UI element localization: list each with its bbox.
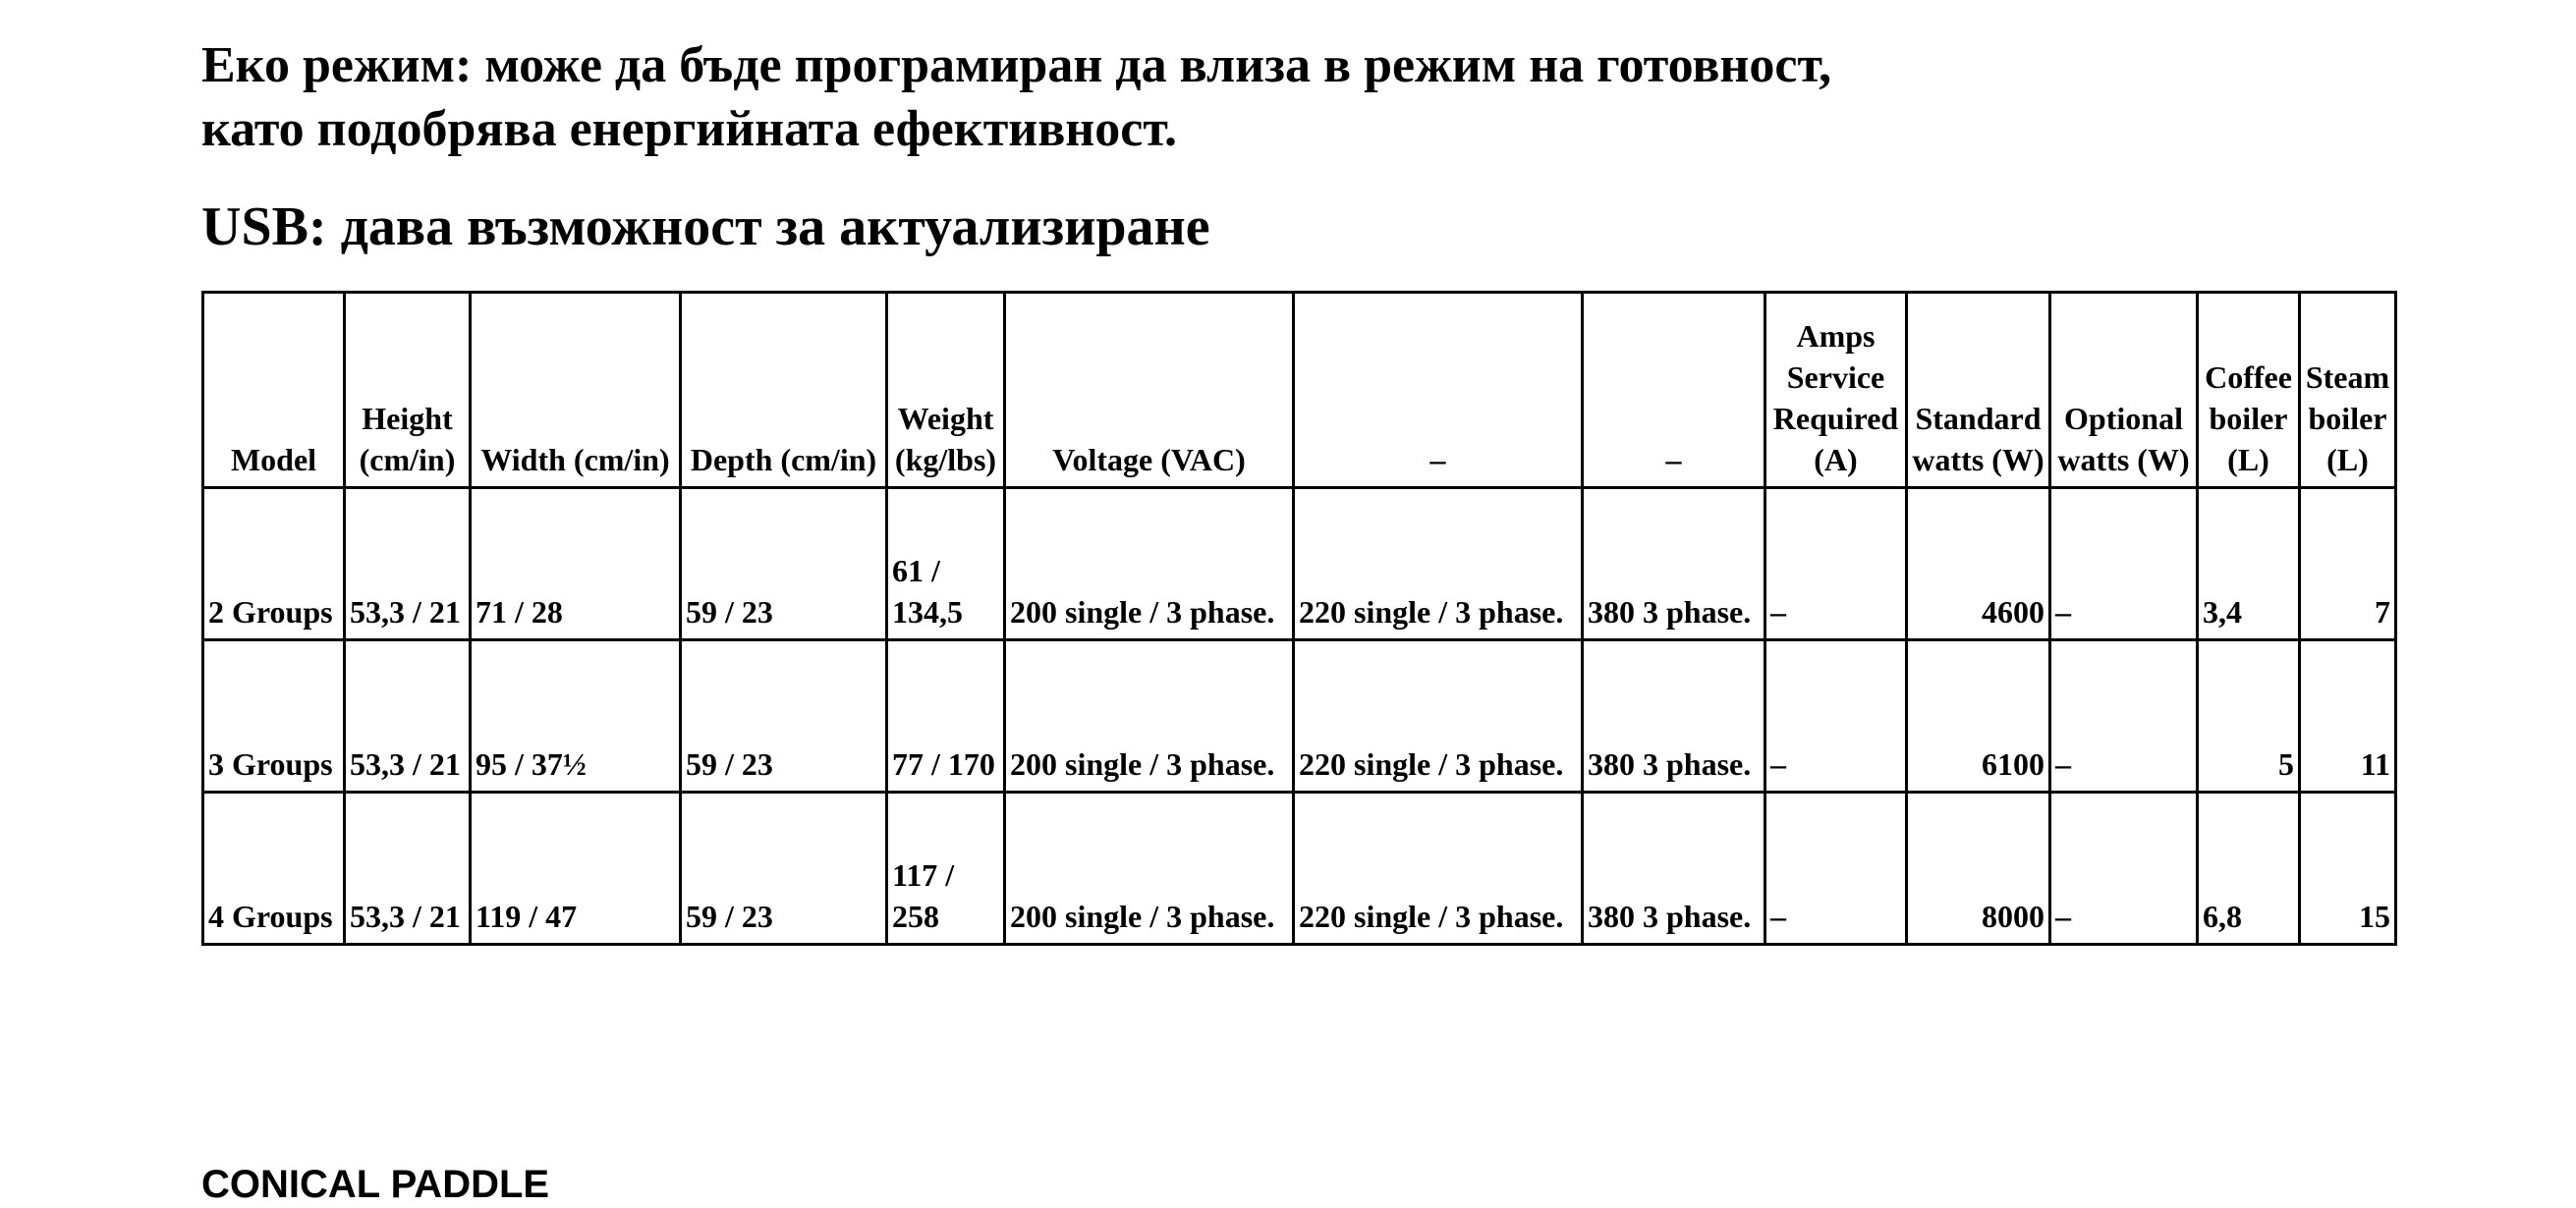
usb-feature-text: USB: дава възможност за актуализиране [201, 196, 1210, 257]
cell-model: 3 Groups [203, 640, 345, 793]
cell-voltage-3: 380 3 phase. [1583, 640, 1765, 793]
cell-depth: 59 / 23 [681, 488, 887, 640]
cell-width: 71 / 28 [471, 488, 681, 640]
specifications-table [201, 291, 2397, 946]
header-optional-watts: Optional watts (W) [2050, 293, 2198, 488]
cell-voltage-2: 220 single / 3 phase. [1294, 640, 1583, 793]
cell-optional-watts: – [2050, 488, 2198, 640]
header-width: Width (cm/in) [471, 293, 681, 488]
cell-coffee-boiler: 3,4 [2198, 488, 2300, 640]
cell-height: 53,3 / 21 [345, 640, 471, 793]
header-voltage-2: – [1294, 293, 1583, 488]
cell-weight: 117 / 258 [887, 793, 1005, 945]
cell-model: 4 Groups [203, 793, 345, 945]
cell-depth: 59 / 23 [681, 793, 887, 945]
cell-voltage-1: 200 single / 3 phase. [1005, 488, 1294, 640]
cell-voltage-3: 380 3 phase. [1583, 793, 1765, 945]
cell-steam-boiler: 7 [2300, 488, 2396, 640]
cell-height: 53,3 / 21 [345, 793, 471, 945]
cell-voltage-2: 220 single / 3 phase. [1294, 488, 1583, 640]
header-steam-boiler: Steam boiler (L) [2300, 293, 2396, 488]
header-depth: Depth (cm/in) [681, 293, 887, 488]
cell-width: 119 / 47 [471, 793, 681, 945]
cell-standard-watts: 4600 [1907, 488, 2050, 640]
header-standard-watts: Standard watts (W) [1907, 293, 2050, 488]
header-voltage: Voltage (VAC) [1005, 293, 1294, 488]
header-model: Model [203, 293, 345, 488]
header-amps: Amps Service Required (A) [1765, 293, 1907, 488]
header-coffee-boiler: Coffee boiler (L) [2198, 293, 2300, 488]
table-row [203, 488, 2396, 640]
cell-model: 2 Groups [203, 488, 345, 640]
cell-amps: – [1765, 793, 1907, 945]
header-weight: Weight (kg/lbs) [887, 293, 1005, 488]
table-row [203, 793, 2396, 945]
eco-mode-text-line-1: Еко режим: може да бъде програмиран да влиза в режим на готовност, [201, 37, 1832, 93]
header-height: Height (cm/in) [345, 293, 471, 488]
cell-weight: 77 / 170 [887, 640, 1005, 793]
cell-standard-watts: 8000 [1907, 793, 2050, 945]
table-row [203, 640, 2396, 793]
cell-voltage-3: 380 3 phase. [1583, 488, 1765, 640]
eco-mode-text-line-2: като подобрява енергийната ефективност. [201, 101, 1177, 157]
cell-standard-watts: 6100 [1907, 640, 2050, 793]
cell-voltage-1: 200 single / 3 phase. [1005, 640, 1294, 793]
cell-optional-watts: – [2050, 793, 2198, 945]
section-heading-conical-paddle: CONICAL PADDLE [201, 1163, 550, 1206]
cell-height: 53,3 / 21 [345, 488, 471, 640]
cell-depth: 59 / 23 [681, 640, 887, 793]
cell-steam-boiler: 15 [2300, 793, 2396, 945]
cell-coffee-boiler: 5 [2198, 640, 2300, 793]
cell-width: 95 / 37½ [471, 640, 681, 793]
cell-amps: – [1765, 640, 1907, 793]
cell-voltage-2: 220 single / 3 phase. [1294, 793, 1583, 945]
cell-coffee-boiler: 6,8 [2198, 793, 2300, 945]
cell-optional-watts: – [2050, 640, 2198, 793]
cell-weight: 61 / 134,5 [887, 488, 1005, 640]
header-voltage-3: – [1583, 293, 1765, 488]
cell-voltage-1: 200 single / 3 phase. [1005, 793, 1294, 945]
cell-steam-boiler: 11 [2300, 640, 2396, 793]
cell-amps: – [1765, 488, 1907, 640]
table-header-row [203, 293, 2396, 488]
